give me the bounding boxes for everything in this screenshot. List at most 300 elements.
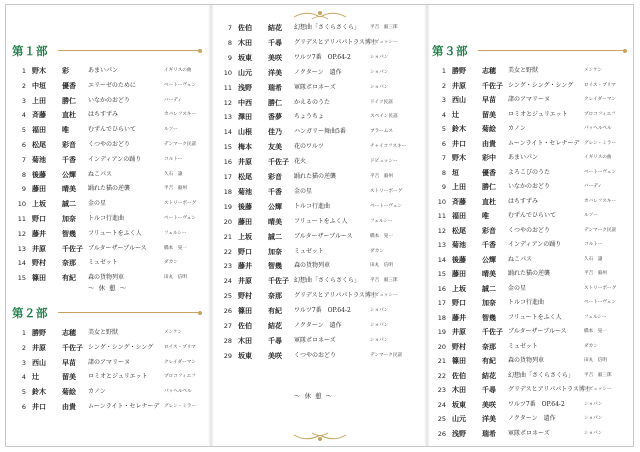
program-row bbox=[218, 169, 410, 185]
performer-surname: 野村 bbox=[32, 258, 46, 268]
performer-surname: 藤田 bbox=[452, 269, 466, 278]
performer-given-name: 勝仁 bbox=[268, 97, 282, 107]
piece-title: インディアンの踊り bbox=[508, 241, 562, 248]
performer-given-name: 菊絵 bbox=[482, 124, 496, 133]
performance-number: 27 bbox=[223, 322, 232, 330]
part-divider bbox=[58, 50, 200, 51]
piece-title: インディアンの踊り bbox=[88, 155, 142, 163]
performer-surname: 篠田 bbox=[238, 306, 252, 316]
performer-given-name: 千佐子 bbox=[482, 80, 503, 90]
program-row bbox=[12, 369, 204, 385]
composer-name: ダカン bbox=[370, 248, 384, 254]
piece-title: 金の星 bbox=[88, 200, 107, 208]
program-row bbox=[218, 65, 410, 81]
performer-surname: 山根 bbox=[238, 127, 252, 137]
performer-surname: 浅野 bbox=[238, 82, 252, 92]
performance-number: 1 bbox=[21, 329, 26, 337]
performer-given-name: 留美 bbox=[482, 109, 496, 119]
part-title: 第２部 bbox=[12, 306, 48, 320]
performer-surname: 井原 bbox=[238, 157, 252, 167]
composer-name: ストリーボーグ bbox=[584, 285, 617, 291]
performer-given-name: 彩音 bbox=[62, 140, 76, 149]
performer-given-name: 誠二 bbox=[482, 283, 496, 293]
part-heading bbox=[432, 41, 627, 61]
piece-title: 幻想曲「さくらさくら」 bbox=[294, 277, 361, 285]
performer-surname: 藤井 bbox=[452, 312, 466, 322]
performance-number: 15 bbox=[17, 274, 26, 283]
performer-given-name: 千香 bbox=[62, 154, 76, 164]
program-row bbox=[218, 318, 410, 334]
composer-name: フェルシー bbox=[164, 230, 187, 236]
performance-number: 19 bbox=[437, 328, 446, 336]
performer-surname: 野木 bbox=[32, 66, 46, 75]
piece-title: 森の貨物列車 bbox=[88, 274, 125, 282]
composer-name: ドビュッシー bbox=[584, 387, 612, 392]
performer-given-name: 美咲 bbox=[482, 399, 496, 409]
performer-given-name: 唯 bbox=[62, 125, 69, 135]
page-fold bbox=[208, 5, 214, 446]
program-row bbox=[218, 95, 410, 111]
performer-surname: 井原 bbox=[32, 243, 46, 253]
performer-surname: 辻 bbox=[452, 109, 459, 119]
performance-number: 12 bbox=[437, 226, 446, 235]
performer-surname: 上田 bbox=[452, 182, 466, 191]
composer-name: ドビュッシー bbox=[370, 159, 398, 165]
piece-title: 花のワルツ bbox=[294, 143, 324, 151]
composer-name: ベートーヴェン bbox=[584, 169, 616, 175]
performance-number: 26 bbox=[223, 307, 232, 316]
piece-title: トルコ行進曲 bbox=[294, 202, 331, 210]
program-row bbox=[12, 355, 204, 371]
composer-name: カバレフスキー bbox=[584, 198, 616, 204]
performer-given-name: 香夢 bbox=[268, 112, 282, 122]
performer-surname: 上田 bbox=[32, 95, 46, 105]
piece-title: ねこパス bbox=[508, 255, 533, 263]
performer-surname: 木田 bbox=[452, 385, 466, 394]
performance-number: 6 bbox=[441, 139, 446, 148]
composer-name: ベートーヴェン bbox=[584, 300, 616, 305]
performer-given-name: 誠二 bbox=[268, 231, 282, 241]
part-heading bbox=[12, 303, 202, 323]
piece-title: シング・シング・シング bbox=[88, 343, 154, 351]
performer-surname: 井原 bbox=[452, 327, 466, 336]
performer-surname: 後藤 bbox=[452, 254, 466, 264]
performer-surname: 中西 bbox=[238, 97, 252, 107]
performer-given-name: 結花 bbox=[482, 370, 496, 380]
piece-title: ワルツ7番 OP.64-2 bbox=[294, 307, 351, 315]
program-row bbox=[12, 122, 204, 138]
divider-dot-icon bbox=[198, 49, 202, 53]
performance-number: 23 bbox=[437, 386, 446, 394]
performance-number: 9 bbox=[21, 185, 26, 194]
performer-surname: 藤田 bbox=[238, 216, 252, 226]
performer-surname: 野口 bbox=[32, 214, 46, 223]
performer-surname: 菊池 bbox=[32, 154, 46, 164]
piece-title: カノン bbox=[88, 388, 106, 396]
piece-title: 諸のアマリーヌ bbox=[508, 96, 551, 103]
performance-number: 17 bbox=[223, 173, 232, 181]
performance-number: 18 bbox=[437, 313, 446, 322]
performer-surname: 斉藤 bbox=[452, 196, 466, 206]
performance-number: 2 bbox=[21, 81, 26, 90]
program-row bbox=[12, 78, 204, 94]
composer-name: メンケン bbox=[164, 330, 183, 335]
part-heading bbox=[12, 41, 202, 61]
part-divider bbox=[478, 50, 625, 51]
composer-name: イギリスの曲 bbox=[164, 68, 192, 73]
piece-title: 踊れた猫の逆襲 bbox=[508, 270, 551, 277]
performer-given-name: 直杜 bbox=[482, 196, 496, 206]
performance-number: 4 bbox=[21, 111, 26, 120]
composer-name: プロコフィエフ bbox=[164, 374, 196, 380]
performer-given-name: 早苗 bbox=[62, 357, 76, 367]
performer-given-name: 洋美 bbox=[482, 414, 496, 423]
piece-title: あまいパン bbox=[508, 154, 539, 161]
performer-given-name: 千尋 bbox=[268, 335, 282, 345]
performer-given-name: 美咲 bbox=[268, 350, 282, 360]
performer-given-name: 晴美 bbox=[268, 216, 282, 226]
performance-number: 22 bbox=[437, 371, 446, 380]
performer-surname: 野村 bbox=[238, 291, 252, 301]
piece-title: ワルツ7番 OP.64-2 bbox=[294, 53, 351, 61]
performer-given-name: 千尋 bbox=[268, 37, 282, 47]
performer-surname: 藤田 bbox=[32, 184, 46, 194]
performer-given-name: 洋美 bbox=[268, 67, 282, 77]
composer-name: ストリーボーグ bbox=[370, 188, 403, 194]
composer-name: ロイス・プリマ bbox=[164, 344, 196, 350]
program-row bbox=[12, 107, 204, 123]
piece-title: くつやのおどり bbox=[508, 226, 551, 234]
composer-name: カバレフスキー bbox=[164, 112, 196, 118]
performance-number: 2 bbox=[21, 343, 26, 352]
piece-title: フリュートをふく人 bbox=[88, 229, 142, 237]
performer-given-name: 加奈 bbox=[482, 298, 496, 307]
performance-number: 7 bbox=[441, 154, 446, 162]
performer-surname: 井原 bbox=[238, 276, 252, 286]
performer-surname: 松尾 bbox=[452, 225, 466, 235]
piece-title: ノクターン 遺作 bbox=[294, 68, 342, 76]
piece-title: 軍隊ポロネーズ bbox=[294, 336, 336, 344]
performance-number: 12 bbox=[17, 229, 26, 238]
piece-title: あまいパン bbox=[88, 67, 119, 74]
performer-given-name: 千佐子 bbox=[62, 243, 83, 253]
program-row bbox=[12, 325, 204, 341]
page-fold bbox=[424, 5, 430, 446]
performer-surname: 木田 bbox=[238, 37, 252, 47]
program-row bbox=[218, 184, 410, 200]
composer-name: ショパン bbox=[370, 54, 389, 60]
composer-name: ドビュッシー bbox=[370, 39, 398, 45]
performance-number: 8 bbox=[227, 38, 232, 47]
piece-title: ブルターザーブルース bbox=[88, 244, 147, 252]
program-row bbox=[218, 214, 410, 230]
piece-title: むずんでひらいて bbox=[508, 212, 557, 219]
performer-surname: 野木 bbox=[452, 153, 466, 162]
composer-name: 橋本 晃一 bbox=[584, 329, 607, 334]
performer-given-name: 奈那 bbox=[268, 291, 282, 301]
performance-number: 9 bbox=[227, 53, 232, 62]
performer-surname: 井原 bbox=[452, 80, 466, 90]
performer-given-name: 千佐子 bbox=[268, 276, 289, 286]
piece-title: 美女と野獣 bbox=[508, 67, 539, 74]
composer-name: 平吉 毅州 bbox=[164, 186, 187, 192]
performance-number: 1 bbox=[21, 67, 26, 75]
composer-name: ストリーボーグ bbox=[164, 201, 197, 207]
performer-given-name: 優香 bbox=[62, 80, 76, 90]
performance-number: 26 bbox=[437, 429, 446, 438]
piece-title: ワルツ7番 OP.64-2 bbox=[508, 400, 565, 408]
composer-name: チャイコフスキー bbox=[370, 144, 407, 150]
part-title: 第１部 bbox=[12, 44, 48, 58]
program-row bbox=[12, 93, 204, 109]
performance-number: 3 bbox=[21, 358, 26, 367]
performance-number: 24 bbox=[223, 277, 232, 286]
bottom-ornament-icon bbox=[292, 430, 348, 444]
performer-surname: 藤井 bbox=[32, 228, 46, 238]
performance-number: 5 bbox=[21, 126, 26, 135]
performance-number: 20 bbox=[437, 342, 446, 351]
composer-name: ショパン bbox=[370, 337, 389, 343]
performer-surname: 中垣 bbox=[32, 80, 46, 90]
piece-title: くつやのおどり bbox=[88, 141, 131, 148]
composer-name: コルトー bbox=[164, 156, 183, 162]
composer-name: バーディ bbox=[584, 184, 603, 189]
performer-given-name: 直杜 bbox=[62, 110, 76, 120]
performance-number: 8 bbox=[441, 168, 446, 177]
performer-given-name: 有紀 bbox=[268, 306, 282, 316]
program-row bbox=[12, 226, 204, 242]
composer-name: ベートーヴェン bbox=[370, 203, 402, 209]
performance-number: 8 bbox=[21, 170, 26, 179]
piece-title: かえるのうた bbox=[294, 98, 331, 106]
composer-name: グレン・ミラー bbox=[164, 404, 197, 409]
performer-given-name: 唯 bbox=[482, 211, 489, 220]
composer-name: クレイダーマン bbox=[164, 359, 196, 365]
program-row bbox=[218, 124, 410, 140]
performer-given-name: 千佐子 bbox=[62, 342, 83, 352]
program-row bbox=[218, 288, 410, 304]
performer-given-name: 由貴 bbox=[482, 138, 496, 148]
program-row bbox=[218, 139, 410, 155]
performance-number: 4 bbox=[441, 110, 446, 119]
performance-number: 28 bbox=[223, 336, 232, 345]
performance-number: 25 bbox=[437, 415, 446, 423]
performer-surname: 井口 bbox=[452, 138, 466, 148]
piece-title: ハンガリー舞曲5番 bbox=[294, 128, 346, 136]
composer-name: ベートーヴェン bbox=[164, 216, 196, 221]
performer-surname: 山元 bbox=[452, 414, 466, 423]
composer-name: 橋本 晃一 bbox=[370, 233, 393, 239]
piece-title: くつやのおどり bbox=[294, 351, 337, 359]
composer-name: 平吉 毅州 bbox=[370, 174, 393, 179]
performer-surname: 野口 bbox=[238, 246, 252, 256]
performer-given-name: 志穂 bbox=[62, 328, 76, 337]
program-row bbox=[218, 348, 410, 364]
performer-given-name: 晴美 bbox=[62, 184, 76, 194]
program-row bbox=[12, 152, 204, 168]
performer-given-name: 公輝 bbox=[62, 169, 76, 179]
performance-number: 3 bbox=[21, 96, 26, 105]
composer-name: 橋本 晃一 bbox=[164, 245, 187, 251]
performer-surname: 菊池 bbox=[452, 240, 466, 249]
composer-name: デンマーク民謡 bbox=[164, 142, 197, 147]
piece-title: 花火 bbox=[294, 158, 307, 166]
performer-given-name: 加奈 bbox=[268, 246, 282, 256]
program-row bbox=[12, 399, 204, 415]
composer-name: パッヘルベル bbox=[164, 389, 192, 395]
piece-title: 森の貨物列車 bbox=[294, 262, 331, 270]
piece-title: トルコ行進曲 bbox=[88, 215, 125, 222]
program-row bbox=[218, 258, 410, 274]
performer-surname: 上坂 bbox=[452, 283, 466, 293]
performance-number: 16 bbox=[223, 158, 232, 167]
piece-title: ムーンライト・セレナーデ bbox=[508, 139, 580, 147]
performer-given-name: 結花 bbox=[268, 321, 282, 330]
performance-number: 18 bbox=[223, 187, 232, 196]
performance-number: 7 bbox=[227, 24, 232, 32]
piece-title: 踊れた猫の逆襲 bbox=[88, 185, 131, 193]
performance-number: 4 bbox=[21, 373, 26, 382]
performer-surname: 佐伯 bbox=[238, 321, 252, 330]
piece-title: ちょうちょ bbox=[294, 113, 325, 121]
performance-number: 2 bbox=[441, 81, 446, 90]
composer-name: パッヘルベル bbox=[584, 126, 612, 131]
performer-surname: 篠田 bbox=[32, 273, 46, 283]
composer-name: ショパン bbox=[370, 69, 389, 75]
piece-title: エリーゼのために bbox=[88, 81, 136, 89]
program-row bbox=[218, 333, 410, 349]
program-row bbox=[218, 35, 410, 51]
composer-name: 平吉 毅州 bbox=[584, 271, 607, 276]
program-row bbox=[12, 181, 204, 197]
part-divider bbox=[58, 312, 200, 313]
performer-surname: 辻 bbox=[32, 372, 39, 382]
composer-name: スペイン民謡 bbox=[370, 114, 398, 120]
performer-surname: 佐伯 bbox=[452, 370, 466, 380]
performance-number: 11 bbox=[17, 215, 26, 223]
piece-title: 軍隊ポロネーズ bbox=[508, 429, 550, 437]
composer-name: クレイダーマン bbox=[584, 97, 616, 102]
piece-title: 金の星 bbox=[508, 284, 527, 292]
piece-title: グリデスとアリパパトラス博士 bbox=[294, 38, 377, 46]
performance-number: 13 bbox=[223, 113, 232, 122]
piece-title: ねこパス bbox=[88, 170, 113, 178]
performer-given-name: 加奈 bbox=[62, 214, 76, 223]
piece-title: ノクターン 遺作 bbox=[294, 322, 342, 329]
piece-title: 諸のアマリーヌ bbox=[88, 358, 131, 366]
performer-given-name: 千香 bbox=[268, 186, 282, 196]
performance-number: 5 bbox=[441, 125, 446, 133]
performer-surname: 坂東 bbox=[452, 399, 466, 409]
composer-name: ダカン bbox=[164, 260, 178, 266]
program-row bbox=[218, 199, 410, 215]
performance-number: 21 bbox=[437, 357, 446, 365]
piece-title: むずんでひらいて bbox=[88, 126, 137, 134]
performer-given-name: 菊絵 bbox=[62, 387, 76, 397]
performer-given-name: 誠二 bbox=[62, 199, 76, 209]
composer-name: 平吉 毅三郎 bbox=[370, 278, 398, 284]
performer-surname: 上坂 bbox=[32, 199, 46, 209]
performer-surname: 坂東 bbox=[238, 52, 252, 62]
performance-number: 14 bbox=[437, 255, 446, 264]
performance-number: 17 bbox=[437, 299, 446, 307]
program-row bbox=[12, 137, 204, 153]
performer-surname: 鈴木 bbox=[32, 387, 46, 397]
piece-title: ノクターン 遺作 bbox=[508, 415, 556, 422]
program-row bbox=[218, 229, 410, 245]
performer-surname: 井原 bbox=[32, 342, 46, 352]
performance-number: 13 bbox=[17, 244, 26, 253]
program-row bbox=[12, 241, 204, 257]
performer-surname: 西山 bbox=[452, 95, 466, 104]
performance-number: 23 bbox=[223, 262, 232, 271]
composer-name: 久石 譲 bbox=[584, 256, 603, 262]
composer-name: ブラームス bbox=[370, 129, 393, 135]
performer-given-name: 奈那 bbox=[482, 341, 496, 351]
performer-given-name: 智幾 bbox=[62, 228, 76, 238]
piece-title: ブルターザーブルース bbox=[508, 328, 567, 335]
performer-given-name: 優香 bbox=[482, 167, 496, 177]
performer-given-name: 彩中 bbox=[482, 153, 496, 162]
piece-title: シング・シング・シング bbox=[508, 81, 574, 89]
performer-given-name: 有紀 bbox=[482, 356, 496, 365]
performer-given-name: 智幾 bbox=[482, 312, 496, 322]
program-row bbox=[432, 426, 624, 442]
program-row bbox=[12, 255, 204, 271]
performer-surname: 梅本 bbox=[238, 142, 252, 152]
piece-title: いなかのおどり bbox=[88, 96, 131, 104]
piece-title: 美女と野獣 bbox=[88, 329, 119, 336]
divider-dot-icon bbox=[198, 311, 202, 315]
performer-given-name: 友美 bbox=[268, 142, 282, 152]
composer-name: ルソー bbox=[164, 127, 178, 133]
composer-name: ルソー bbox=[584, 213, 598, 218]
performer-surname: 勝野 bbox=[452, 66, 466, 75]
composer-name: ダカン bbox=[584, 343, 598, 349]
program-row bbox=[218, 80, 410, 96]
program-row bbox=[218, 109, 410, 125]
performer-given-name: 奈那 bbox=[62, 258, 76, 268]
performer-surname: 上坂 bbox=[238, 231, 252, 241]
performer-surname: 松尾 bbox=[32, 140, 46, 149]
program-row bbox=[12, 384, 204, 400]
performer-surname: 木田 bbox=[238, 335, 252, 345]
performer-given-name: 由貴 bbox=[62, 402, 76, 411]
performer-surname: 佐伯 bbox=[238, 23, 252, 32]
performer-surname: 斉藤 bbox=[32, 110, 46, 120]
composer-name: フェルシー bbox=[370, 218, 393, 224]
performer-surname: 後藤 bbox=[238, 201, 252, 211]
composer-name: ショパン bbox=[370, 84, 389, 90]
performer-given-name: 彩音 bbox=[482, 225, 496, 235]
program-row bbox=[12, 63, 204, 79]
performer-given-name: 美咲 bbox=[268, 52, 282, 62]
performance-number: 10 bbox=[437, 197, 446, 206]
piece-title: 踊れた猫の逆襲 bbox=[294, 173, 337, 180]
composer-name: ショパン bbox=[584, 430, 603, 436]
performer-given-name: 瑞希 bbox=[482, 428, 496, 438]
performer-surname: 篠田 bbox=[452, 356, 466, 365]
performer-surname: 福田 bbox=[32, 125, 46, 135]
performer-surname: 浅野 bbox=[452, 428, 466, 438]
piece-title: 幻想曲「さくらさくら」 bbox=[508, 371, 575, 379]
piece-title: 軍隊ポロネーズ bbox=[294, 83, 336, 91]
performer-surname: 後藤 bbox=[32, 169, 46, 179]
performer-surname: 勝野 bbox=[32, 328, 46, 337]
composer-name: 平吉 毅三郎 bbox=[370, 25, 398, 30]
composer-name: ショパン bbox=[370, 308, 389, 314]
composer-name: ショパン bbox=[584, 401, 603, 407]
